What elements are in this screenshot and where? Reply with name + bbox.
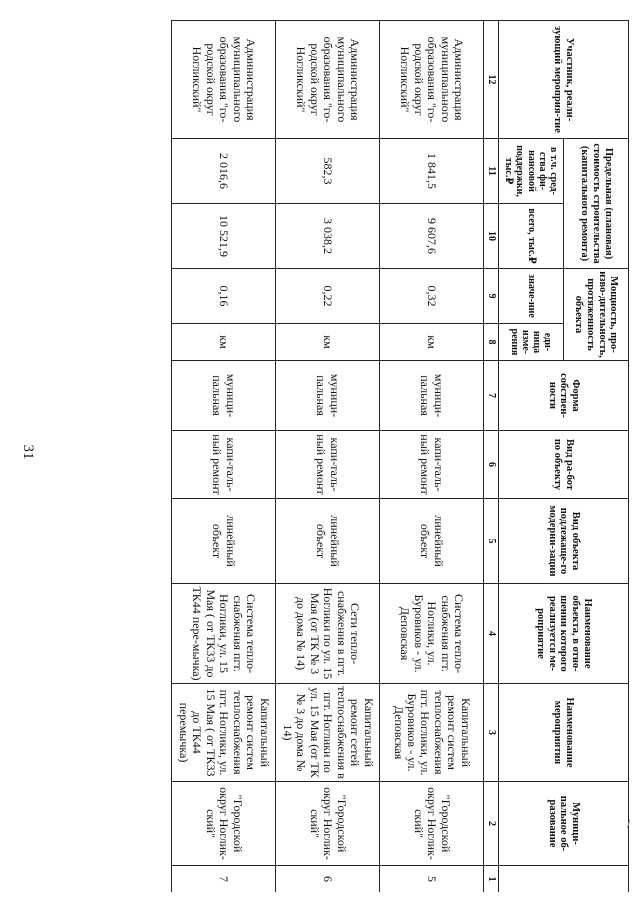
cell-cost-total: 9 607,6	[380, 204, 484, 269]
cell-event-name: Капитальный ремонт систем теплоснабжения пгт. Ноглики, ул. Буровиков - ул. Деповская	[380, 684, 484, 782]
cell-value: 0,16	[172, 269, 276, 324]
table-row	[276, 21, 380, 893]
cell-municipality: "Городской округ Ноглик-ский"	[276, 782, 380, 866]
column-number: 11	[484, 139, 499, 204]
column-number: 4	[484, 584, 499, 684]
header-cost-total: всего, тыс.₽	[499, 204, 564, 269]
cell-object-type: линейный объект	[172, 499, 276, 584]
column-number: 6	[484, 431, 499, 499]
cell-value: 0,22	[276, 269, 380, 324]
table-viewport	[81, 20, 629, 892]
header-no	[499, 866, 629, 892]
column-number: 3	[484, 684, 499, 782]
cell-ownership: муници-пальная	[276, 361, 380, 431]
cell-ownership: муници-пальная	[172, 361, 276, 431]
cell-cost-support: 582,3	[276, 139, 380, 204]
column-number: 9	[484, 269, 499, 324]
table-rotator	[81, 20, 629, 892]
cell-event-name: Капитальный ремонт систем теплоснабжения пгт. Ноглики, ул. 15 Мая ( от ТК33 до ТК44 перемычка)	[172, 684, 276, 782]
cell-work-type: капи-таль-ный ремонт	[172, 431, 276, 499]
cell-unit: км	[172, 324, 276, 361]
cell-municipality: "Городской округ Ноглик-ский"	[172, 782, 276, 866]
cell-cost-total: 10 521,9	[172, 204, 276, 269]
cell-work-type: капи-таль-ный ремонт	[380, 431, 484, 499]
column-number: 7	[484, 361, 499, 431]
header-object-name: Наименование объекта, в отно-шении которого реализуется ме-роприятие	[499, 584, 629, 684]
header-municipality: Муници-пальное об-разование	[499, 782, 629, 866]
table-row	[380, 21, 484, 893]
cell-unit: км	[276, 324, 380, 361]
cell-ownership: муници-пальная	[380, 361, 484, 431]
cell-value: 0,32	[380, 269, 484, 324]
cell-participant: Администрация муниципального образования "го-родской округ Ногликский"	[276, 21, 380, 139]
column-number: 10	[484, 204, 499, 269]
cell-event-name: Капитальный ремонт сетей теплоснабжения в пгт. Ноглики по ул. 15 Мая (от ТК № 3 до дома № 14)	[276, 684, 380, 782]
header-event-name: Наименование мероприятия	[499, 684, 629, 782]
events-table	[171, 20, 629, 892]
cell-cost-support: 2 016,6	[172, 139, 276, 204]
column-number: 5	[484, 499, 499, 584]
cell-object-name: Система тепло-снабжения пгт. Ноглики, ул. 15 Мая ( от ТК33 до ТК44 пере-мычка)	[172, 584, 276, 684]
cell-no: 6	[276, 866, 380, 892]
column-number: 8	[484, 324, 499, 361]
cell-municipality: "Городской округ Ноглик-ский"	[380, 782, 484, 866]
column-number: 12	[484, 21, 499, 139]
header-participant: Участник, реали-зующий мероприя-тие	[499, 21, 629, 139]
cell-cost-support: 1 841,5	[380, 139, 484, 204]
cell-participant: Администрация муниципального образования "го-родской округ Ногликский"	[380, 21, 484, 139]
cell-no: 5	[380, 866, 484, 892]
cell-work-type: капи-таль-ный ремонт	[276, 431, 380, 499]
header-unit: еди-ница изме-рения	[499, 324, 564, 361]
header-ownership: Форма собствен-ности	[499, 361, 629, 431]
scan-artifact	[627, 819, 636, 830]
cell-object-type: линейный объект	[276, 499, 380, 584]
page-number: 31	[20, 444, 36, 460]
column-number: 2	[484, 782, 499, 866]
header-row-main	[564, 21, 629, 893]
header-object-type: Вид объекта подлежаще-го модерни-зации	[499, 499, 629, 584]
cell-participant: Администрация муниципального образования "го-родской округ Ногликский"	[172, 21, 276, 139]
header-cost-support: в т.ч. сред-ства фи-нансовой поддержки, тыс.₽	[499, 139, 564, 204]
table-row	[172, 21, 276, 893]
header-value: значе-ние	[499, 269, 564, 324]
column-number-row	[484, 21, 499, 893]
cell-cost-total: 3 038,2	[276, 204, 380, 269]
header-cost: Предельная (плановая) стоимость строительства (капитального ремонта)	[564, 139, 629, 269]
cell-no: 7	[172, 866, 276, 892]
cell-object-name: Система тепло-снабжения пгт. Ноглики, ул. Буровиков - ул. Деповская	[380, 584, 484, 684]
cell-object-name: Сети тепло-снабжения в пгт. Ноглики по ул. 15 Мая (от ТК № 3 до дома № 14)	[276, 584, 380, 684]
cell-unit: км	[380, 324, 484, 361]
header-capacity: Мощность, про-изво-дительность, протяженность объекта	[564, 269, 629, 361]
cell-object-type: линейный объект	[380, 499, 484, 584]
column-number: 1	[484, 866, 499, 892]
header-work-type: Вид ра-бот по объекту	[499, 431, 629, 499]
